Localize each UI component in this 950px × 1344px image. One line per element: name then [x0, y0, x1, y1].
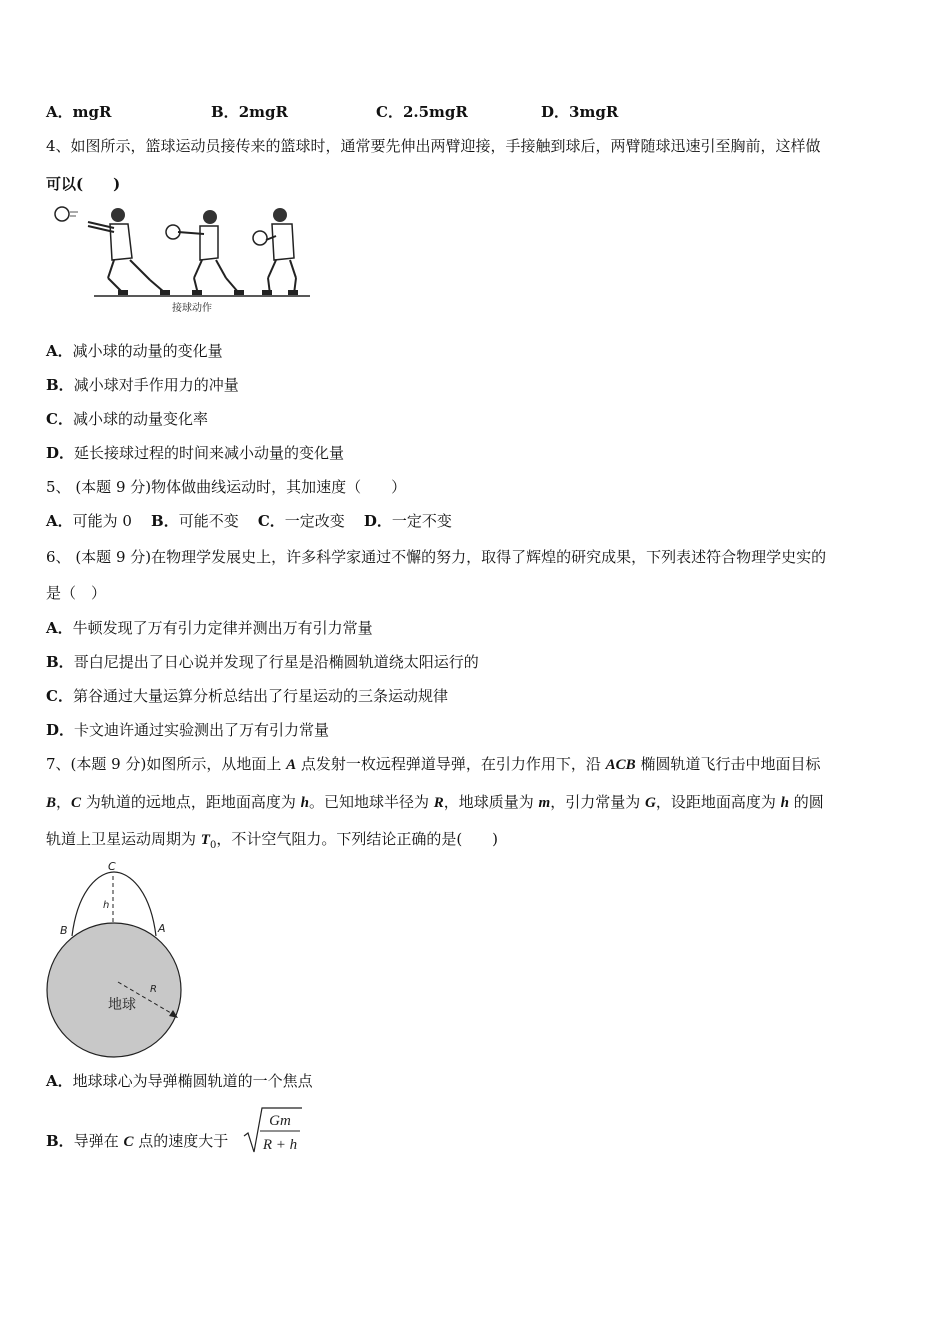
label-c: C — [108, 860, 116, 873]
q6-option-a: A．牛顿发现了万有引力定律并测出万有引力常量 — [46, 619, 373, 637]
q7-orbit-figure — [44, 858, 194, 1062]
label-b: B — [60, 924, 68, 937]
basketball-catch-illustration — [48, 202, 316, 314]
q5-option-d: D．一定不变 — [363, 512, 452, 530]
q3-option-c: C．2.5mgR — [376, 103, 468, 121]
q5-option-c: C．一定改变 — [257, 512, 345, 530]
q7-stem-line2: B，C 为轨道的远地点，距地面高度为 h。已知地球半径为 R，地球质量为 m，引力常量为 G，设距地面高度为 h 的圆 — [46, 793, 824, 811]
label-earth: 地球 — [108, 997, 136, 1013]
q3-option-b: B．2mgR — [211, 103, 288, 121]
label-r: R — [150, 984, 157, 995]
q4-option-d: D．延长接球过程的时间来减小动量的变化量 — [46, 444, 345, 462]
q3-option-a: A．mgR — [46, 103, 112, 121]
sqrt-formula — [242, 1104, 302, 1156]
figure-caption: 接球动作 — [172, 303, 212, 314]
q7-option-a: A．地球球心为导弹椭圆轨道的一个焦点 — [46, 1072, 313, 1090]
q7-stem-line1: 7、(本题 9 分)如图所示，从地面上 A 点发射一枚远程弹道导弹，在引力作用下，沿 ACB 椭圆轨道飞行击中地面目标 — [46, 755, 821, 773]
q4-option-b: B．减小球对手作用力的冲量 — [46, 376, 239, 394]
q4-option-a: A．减小球的动量的变化量 — [46, 342, 223, 360]
q4-stem-line2: 可以( ) — [46, 175, 121, 193]
numerator: Gm — [269, 1113, 291, 1129]
earth-circle — [47, 923, 181, 1057]
q7-option-b: B．导弹在 C 点的速度大于 — [46, 1132, 229, 1150]
label-h: h — [103, 900, 110, 911]
q4-stem-line1: 4、如图所示，篮球运动员接传来的篮球时，通常要先伸出两臂迎接，手接触到球后，两臂随球迅速引至胸前，这样做 — [46, 137, 821, 155]
q6-stem-line2: 是（ ） — [46, 584, 107, 602]
q5-options — [46, 511, 452, 531]
q4-figure — [48, 202, 316, 314]
earth-orbit-diagram — [44, 858, 194, 1062]
q7-stem-line3: 轨道上卫星运动周期为 $T_0$，不计空气阻力。下列结论正确的是( ) — [46, 830, 499, 851]
q4-option-c: C．减小球的动量变化率 — [46, 410, 208, 428]
q5-option-b: B．可能不变 — [151, 512, 239, 530]
q6-option-c: C．第谷通过大量运算分析总结出了行星运动的三条运动规律 — [46, 687, 448, 705]
label-a: A — [158, 922, 166, 935]
q6-option-d: D．卡文迪许通过实验测出了万有引力常量 — [46, 721, 330, 739]
q3-option-d: D．3mgR — [541, 103, 619, 121]
q6-option-b: B．哥白尼提出了日心说并发现了行星是沿椭圆轨道绕太阳运行的 — [46, 653, 479, 671]
q6-stem-line1: 6、 (本题 9 分)在物理学发展史上，许多科学家通过不懈的努力，取得了辉煌的研究成果，下列表述符合物理学史实的 — [46, 548, 827, 566]
denominator: R + h — [262, 1137, 298, 1153]
q5-option-a: A．可能为 0 — [46, 512, 132, 530]
q5-stem: 5、 (本题 9 分)物体做曲线运动时，其加速度（ ） — [46, 478, 407, 496]
